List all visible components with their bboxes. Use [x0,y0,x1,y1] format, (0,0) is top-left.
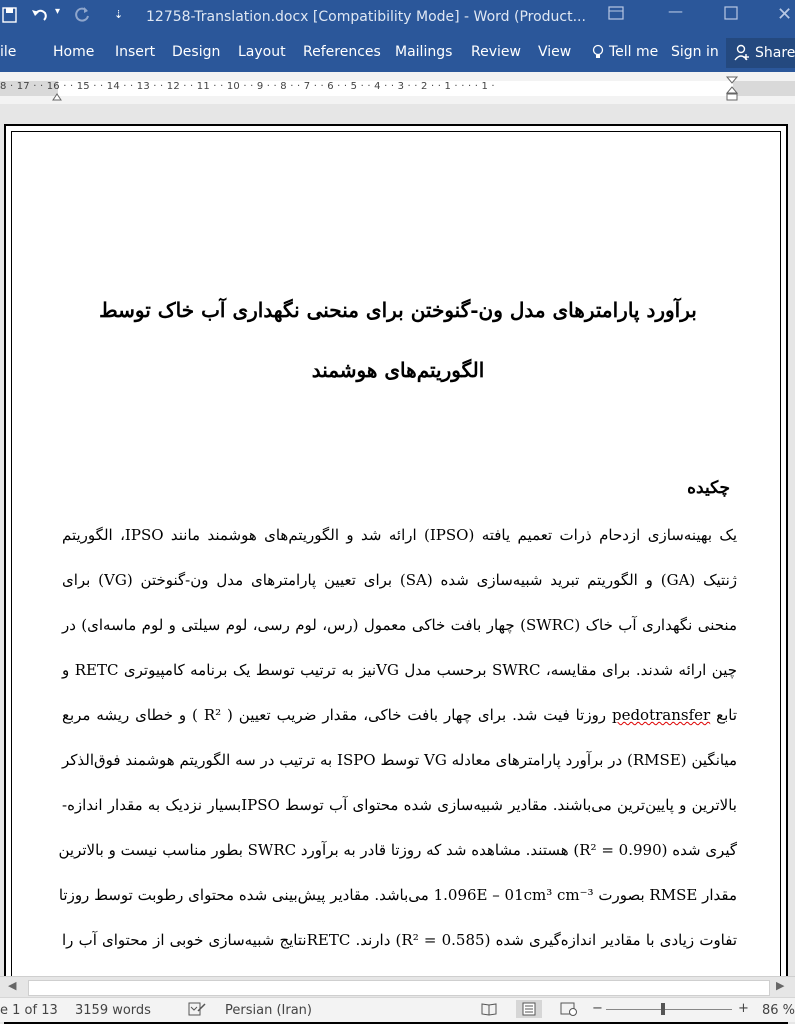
abstract-line: منحنی نگهداری آب خاک (SWRC) چهار بافت خاکی معمول (رس، لوم رسی، لوم سیلتی و لوم ماسه‌ای) در [62,616,737,634]
zoom-out-button[interactable]: − [592,1001,603,1016]
abstract-line: یک بهینه‌سازی ازدحام ذرات تعمیم یافته (IPSO) ارائه شد و الگوریتم‌های هوشمند مانند IPSO، الگوریتم [62,526,737,544]
scroll-left-icon[interactable]: ◀ [8,979,17,992]
print-layout-icon[interactable] [516,1000,542,1018]
abstract-line: چین ارائه شدند. برای مقایسه، SWRC برحسب مدل VGنیز به ترتیب توسط یک برنامه کامپیوتری RETC و [62,661,738,679]
zoom-level[interactable]: 86 % [762,1003,795,1018]
person-icon [734,44,750,66]
language-indicator[interactable]: Persian (Iran) [225,1003,312,1018]
document-title-line-2: الگوریتم‌های هوشمند [311,358,485,382]
tab-review[interactable]: Review [471,44,521,60]
zoom-slider-thumb[interactable] [661,1003,665,1015]
status-bar [0,997,795,1022]
abstract-heading: چکیده [687,478,730,498]
sign-in-link[interactable]: Sign in [671,44,719,60]
web-layout-icon[interactable] [560,1002,578,1020]
tell-me-search[interactable]: Tell me [609,44,659,60]
abstract-line: گیری شده (R² = 0.990) هستند. مشاهده شد که روزتا قادر به برآورد SWRC بطور مناسب نیست و بالاترین [58,841,737,859]
tab-layout[interactable]: Layout [238,44,286,60]
minimize-icon[interactable]: — [668,2,683,20]
document-title: 12758-Translation.docx [Compatibility Mode] - Word (Product... [146,9,586,25]
read-mode-icon[interactable] [481,1002,497,1020]
horizontal-scrollbar[interactable] [0,976,795,997]
ruler-numbers: 8 · 17 · · 16 · · 15 · · 14 · · 13 · · 12 · · 11 · · 10 · · 9 · · 8 · · 7 · · 6 · · 5 · · 4 · · 3 · · 2 · · 1 · · · · 1 · [0,81,495,92]
left-indent-marker-icon[interactable] [52,86,62,105]
customize-icon[interactable]: ⇣ [114,8,124,21]
zoom-slider[interactable] [606,1009,732,1010]
close-icon[interactable]: ✕ [777,4,793,25]
tab-design[interactable]: Design [172,44,221,60]
proofing-icon[interactable] [188,1002,206,1020]
abstract-line: ژنتیک (GA) و الگوریتم تبرید شبیه‌سازی شده (SA) برای تعیین پارامترهای مدل ون-گنوختن (VG) برای [62,571,737,589]
horizontal-ruler[interactable] [0,72,795,105]
redo-icon[interactable] [74,5,92,30]
lightbulb-icon [592,44,604,64]
document-title-line-1: برآورد پارامترهای مدل ون-گنوختن برای منحنی نگهداری آب خاک توسط [99,298,697,322]
tab-mailings[interactable]: Mailings [395,44,453,60]
abstract-line: تفاوت زیادی با مقادیر اندازه‌گیری شده (R² = 0.585) دارند. RETCنتایج شبیه‌سازی خوبی از محتوای آب را [62,931,738,949]
save-icon[interactable] [2,6,18,29]
tab-insert[interactable]: Insert [115,44,156,60]
misspelled-word[interactable]: pedotransfer [611,706,711,724]
ribbon-display-icon[interactable] [608,6,624,24]
tab-references[interactable]: References [303,44,381,60]
word-count[interactable]: 3159 words [75,1003,151,1018]
tab-file[interactable]: ile [0,44,17,60]
tab-view[interactable]: View [538,44,572,60]
scrollbar-thumb[interactable] [28,980,770,996]
abstract-line: تابع pedotransfer روزتا فیت شد. برای چهار بافت خاکی، مقدار ضریب تعیین ( R² ) و خطای ریشه مربع [62,706,737,724]
abstract-line: بالاترین و پایین‌ترین می‌باشند. مقادیر شبیه‌سازی شده محتوای آب توسط IPSOبسیار نزدیک به مقدار اندازه- [62,796,737,814]
tab-home[interactable]: Home [53,44,95,60]
indent-marker-icon[interactable] [726,75,738,107]
abstract-line: مقدار RMSE بصورت 1.096E – 01cm³ cm⁻³ می‌باشد. مقادیر پیش‌بینی شده محتوای رطوبت توسط روزتا [58,886,737,904]
ribbon-tabs [0,34,795,72]
page-count[interactable]: e 1 of 13 [0,1003,58,1018]
zoom-in-button[interactable]: + [738,1001,749,1016]
abstract-line: میانگین (RMSE) در برآورد پارامترهای معادله VG توسط ISPO به ترتیب در سه الگوریتم هوشمند فوق‌الذکر [62,751,737,769]
scroll-right-icon[interactable]: ▶ [776,979,785,992]
share-label: Share [755,45,795,61]
maximize-icon[interactable] [724,6,738,24]
document-canvas[interactable] [0,104,795,976]
undo-icon[interactable] [30,5,50,30]
share-button[interactable] [726,38,795,68]
undo-dropdown-icon[interactable]: ▾ [55,6,61,17]
document-page[interactable] [4,124,788,1024]
title-bar [0,0,795,34]
